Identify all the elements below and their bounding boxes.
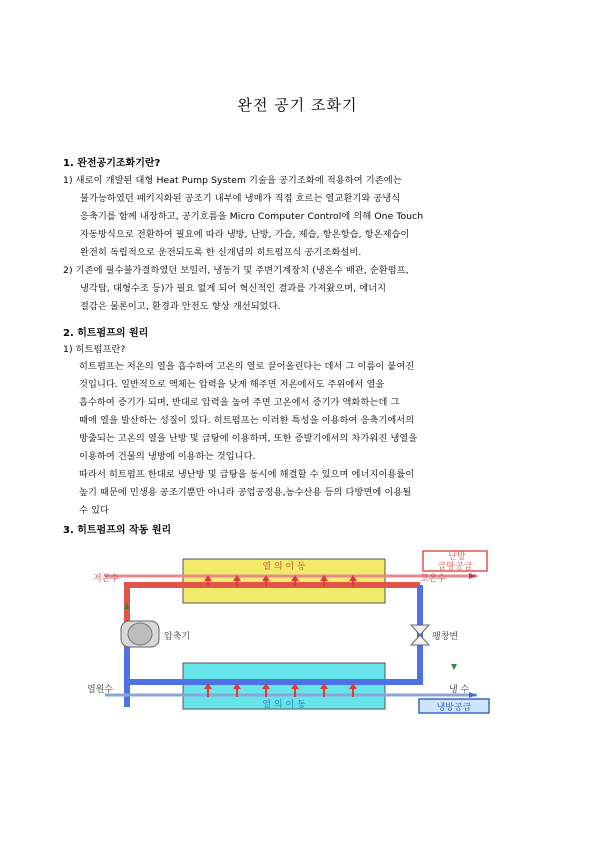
expansion-valve-label: 팽창변 <box>432 632 459 642</box>
section1-item1-line: 자동방식으로 전환하여 필요에 따라 냉방, 난방, 가습, 제습, 항온항습, 항온제습이 <box>80 229 410 240</box>
cold-water-label: 냉 수 <box>449 685 470 695</box>
section2-heading: 2. 히트펌프의 원리 <box>63 328 149 339</box>
heat-source-label: 열원수 <box>87 685 114 695</box>
section2-para-line: 때에 열을 발산하는 성질이 있다. 히트펌프는 이러한 특성을 이용하여 응축기에서의 <box>79 415 415 426</box>
section1-item2-line: 절감은 물론이고, 환경과 안전도 향상 개선되었다. <box>80 301 281 312</box>
low-water-label: 저온수 <box>93 574 120 584</box>
section1-item1-line: 1) 새로이 개발된 대형 Heat Pump System 기술을 공기조화에 적용하여 기존에는 <box>63 175 402 186</box>
arrow-icon <box>451 664 457 670</box>
section2-para-line: 흡수하여 증기가 되며, 반대로 압력을 높여 주면 고온에서 증기가 액화하는데 그 <box>79 397 400 408</box>
section2-para-line: 히트펌프는 저온의 열을 흡수하여 고온의 열로 끌어올린다는 데서 그 이름이 붙여진 <box>79 361 415 372</box>
section1-item2-line: 2) 기존에 필수불가결하였던 보일러, 냉동기 및 주변기계장치 (냉온수 배관, 순환펌프, <box>63 265 409 276</box>
section2-subheading: 1) 히트펌프란? <box>63 344 126 355</box>
section1-item1-line: 응축기를 함께 내장하고, 공기흐름을 Micro Computer Control에 의해 One Touch <box>80 211 424 222</box>
arrow-icon <box>469 692 477 698</box>
section2-para-line: 방출되는 고온의 열을 난방 및 급탕에 이용하며, 또한 증발기에서의 차가워진 냉열을 <box>79 433 418 444</box>
cooling-supply-label: 냉방공급 <box>436 703 472 713</box>
section2-para-line: 수 있다 <box>79 505 109 516</box>
section1-heading: 1. 완전공기조화기란? <box>63 158 161 169</box>
section1-item1-line: 불가능하였던 패키지화된 공조기 내부에 냉매가 직접 흐르는 열교환기와 공냉식 <box>80 193 401 204</box>
compressor-icon <box>121 621 159 647</box>
compressor-label: 압축기 <box>164 632 191 642</box>
heating-supply-label-line2: 급탕공급 <box>437 562 473 572</box>
high-water-label: 고온수 <box>420 574 447 584</box>
section1-item2-line: 냉각탑, 대형수조 등)가 필요 없게 되어 혁신적인 결과를 가져왔으며, 에너지 <box>80 283 387 294</box>
section3-heading: 3. 히트펌프의 작동 원리 <box>63 525 172 536</box>
arrow-icon <box>469 573 477 579</box>
section2-para-line: 것입니다. 일반적으로 액체는 압력을 낮게 해주면 저온에서도 주위에서 열을 <box>79 379 385 390</box>
section2-para-line: 이용하여 건물의 냉방에 이용하는 것입니다. <box>79 451 256 462</box>
expansion-valve-icon <box>411 625 429 645</box>
heating-supply-label-line1: 난방 <box>448 552 466 562</box>
top-box-label: 열 의 이 동 <box>262 562 306 572</box>
heat-pump-diagram <box>77 547 507 715</box>
section2-para-line: 따라서 히트펌프 한대로 냉난방 및 급탕을 동시에 해결할 수 있으며 에너지이용률이 <box>79 469 415 480</box>
page-title: 완전 공기 조화기 <box>237 96 358 114</box>
bottom-box-label: 열 의 이 동 <box>262 700 306 710</box>
section1-item1-line: 완전히 독립적으로 운전되도록 한 신개념의 히트펌프식 공기조화설비. <box>80 247 362 258</box>
section2-para-line: 높기 때문에 민생용 공조기뿐만 아니라 공업공정용,농수산용 등의 다방면에 이용될 <box>79 487 412 498</box>
